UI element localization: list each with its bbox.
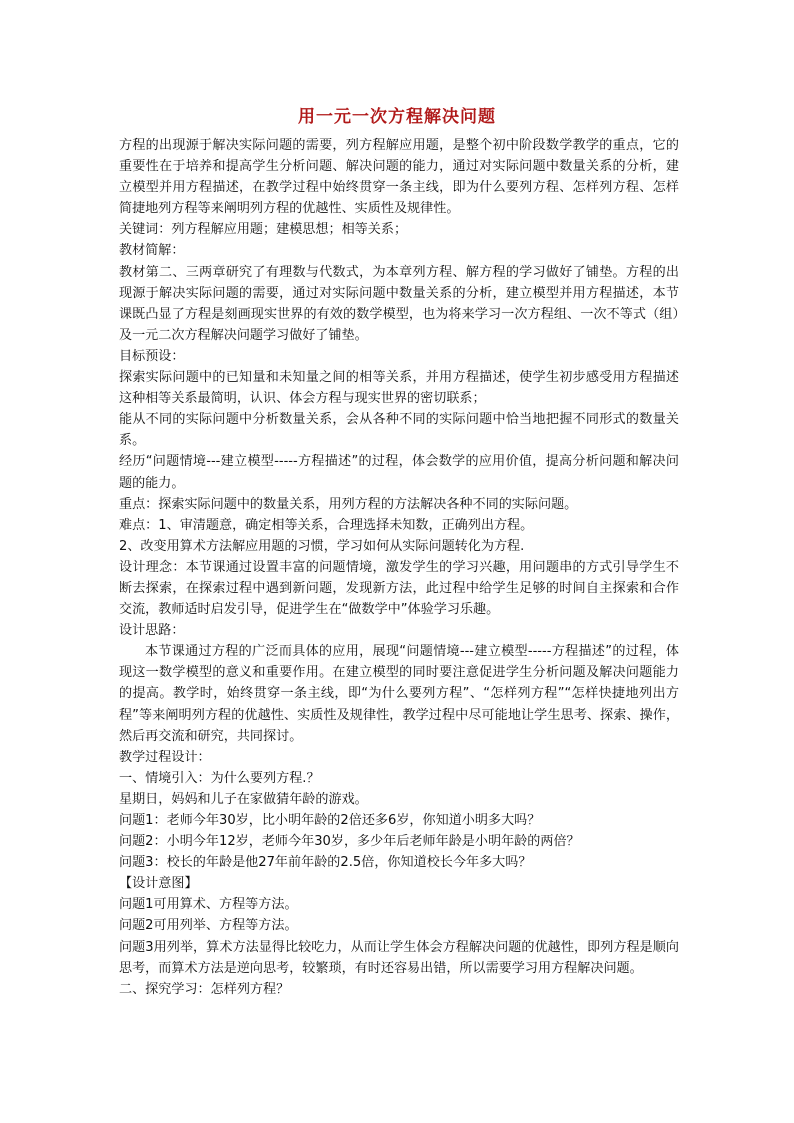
design-concept-paragraph: 设计理念：本节课通过设置丰富的问题情境，激发学生的学习兴趣，用问题串的方式引导学生不断去探索，在探索过程中遇到新问题，发现新方法，此过程中给学生足够的时间自主探索和合作交流，教师适时启发引导，促进学生在“做数学中”体验学习乐趣。 xyxy=(119,559,679,618)
section-heading-design-idea: 设计思路： xyxy=(119,623,185,639)
textbook-paragraph: 教材第二、三两章研究了有理数与代数式，为本章列方程、解方程的学习做好了铺垫。方程的出现源于解决实际问题的需要，通过对实际问题中数量关系的分析，建立模型并用方程描述，本节课既凸显了方程是刻画现实世界的有效的数学模型，也为将来学习一次方程组、一次不等式（组）及一元二次方程解决问题学习做好了铺垫。 xyxy=(119,264,679,343)
goal-paragraph-1: 探索实际问题中的已知量和未知量之间的相等关系，并用方程描述，使学生初步感受用方程描述这种相等关系最简明，认识、体会方程与现实世界的密切联系； xyxy=(119,370,679,407)
part-two-heading: 二、探究学习：怎样列方程？ xyxy=(119,981,290,997)
section-heading-textbook: 教材简解： xyxy=(119,243,185,259)
key-point-line: 重点：探索实际问题中的数量关系，用列方程的方法解决各种不同的实际问题。 xyxy=(119,496,578,512)
section-heading-goals: 目标预设： xyxy=(119,348,185,364)
part-one-heading: 一、情境引入：为什么要列方程.？ xyxy=(119,770,320,786)
document-title: 用一元一次方程解决问题 xyxy=(298,107,496,127)
intro-paragraph: 方程的出现源于解决实际问题的需要，列方程解应用题，是整个初中阶段数学教学的重点，它的重要性在于培养和提高学生分析问题、解决问题的能力，通过对实际问题中数量关系的分析，建立模型并用方程描述，在教学过程中始终贯穿一条主线，即为什么要列方程、怎样列方程、怎样简捷地列方程等来阐明列方程的优越性、实质性及规律性。 xyxy=(119,138,679,217)
intent-paragraph-3: 问题3用列举，算术方法显得比较吃力，从而让学生体会方程解决问题的优越性，即列方程是顺向思考，而算术方法是逆向思考，较繁琐，有时还容易出错，所以需要学习用方程解决问题。 xyxy=(119,939,679,976)
goal-paragraph-3: 经历“问题情境---建立模型-----方程描述”的过程，体会数学的应用价值，提高分析问题和解决问题的能力。 xyxy=(119,454,679,491)
intent-line-1: 问题1可用算术、方程等方法。 xyxy=(119,897,298,913)
intent-line-2: 问题2可用列举、方程等方法。 xyxy=(119,918,298,934)
scenario-line: 星期日，妈妈和儿子在家做猜年龄的游戏。 xyxy=(119,791,368,807)
question-1: 问题1：老师今年30岁，比小明年龄的2倍还多6岁，你知道小明多大吗？ xyxy=(119,813,541,828)
document-body xyxy=(119,135,679,1000)
keywords-line: 关键词：列方程解应用题；建模思想；相等关系； xyxy=(119,222,408,238)
section-heading-process: 教学过程设计： xyxy=(119,749,211,765)
difficulty-line-2: 2、改变用算术方法解应用题的习惯，学习如何从实际问题转化为方程. xyxy=(119,538,525,554)
question-2: 问题2：小明今年12岁，老师今年30岁，多少年后老师年龄是小明年龄的两倍？ xyxy=(119,834,580,850)
question-3: 问题3：校长的年龄是他27年前年龄的2.5倍，你知道校长今年多大吗？ xyxy=(119,855,532,871)
goal-paragraph-2: 能从不同的实际问题中分析数量关系，会从各种不同的实际问题中恰当地把握不同形式的数量关系。 xyxy=(119,412,679,449)
difficulty-line-1: 难点：1、审清题意，确定相等关系，合理选择未知数，正确列出方程。 xyxy=(119,517,534,533)
design-idea-paragraph: 本节课通过方程的广泛而具体的应用，展现“问题情境---建立模型-----方程描述”的过程，体现这一数学模型的意义和重要作用。在建立模型的同时要注意促进学生分析问题及解决问题能力的提高。教学时，始终贯穿一条主线，即“为什么要列方程”、“怎样列方程”“怎样快捷地列出方程”等来阐明列方程的优越性、实质性及规律性，教学过程中尽可能地让学生思考、探索、操作，然后再交流和研究，共同探讨。 xyxy=(119,644,679,744)
design-intent-heading: 【设计意图】 xyxy=(119,876,198,892)
